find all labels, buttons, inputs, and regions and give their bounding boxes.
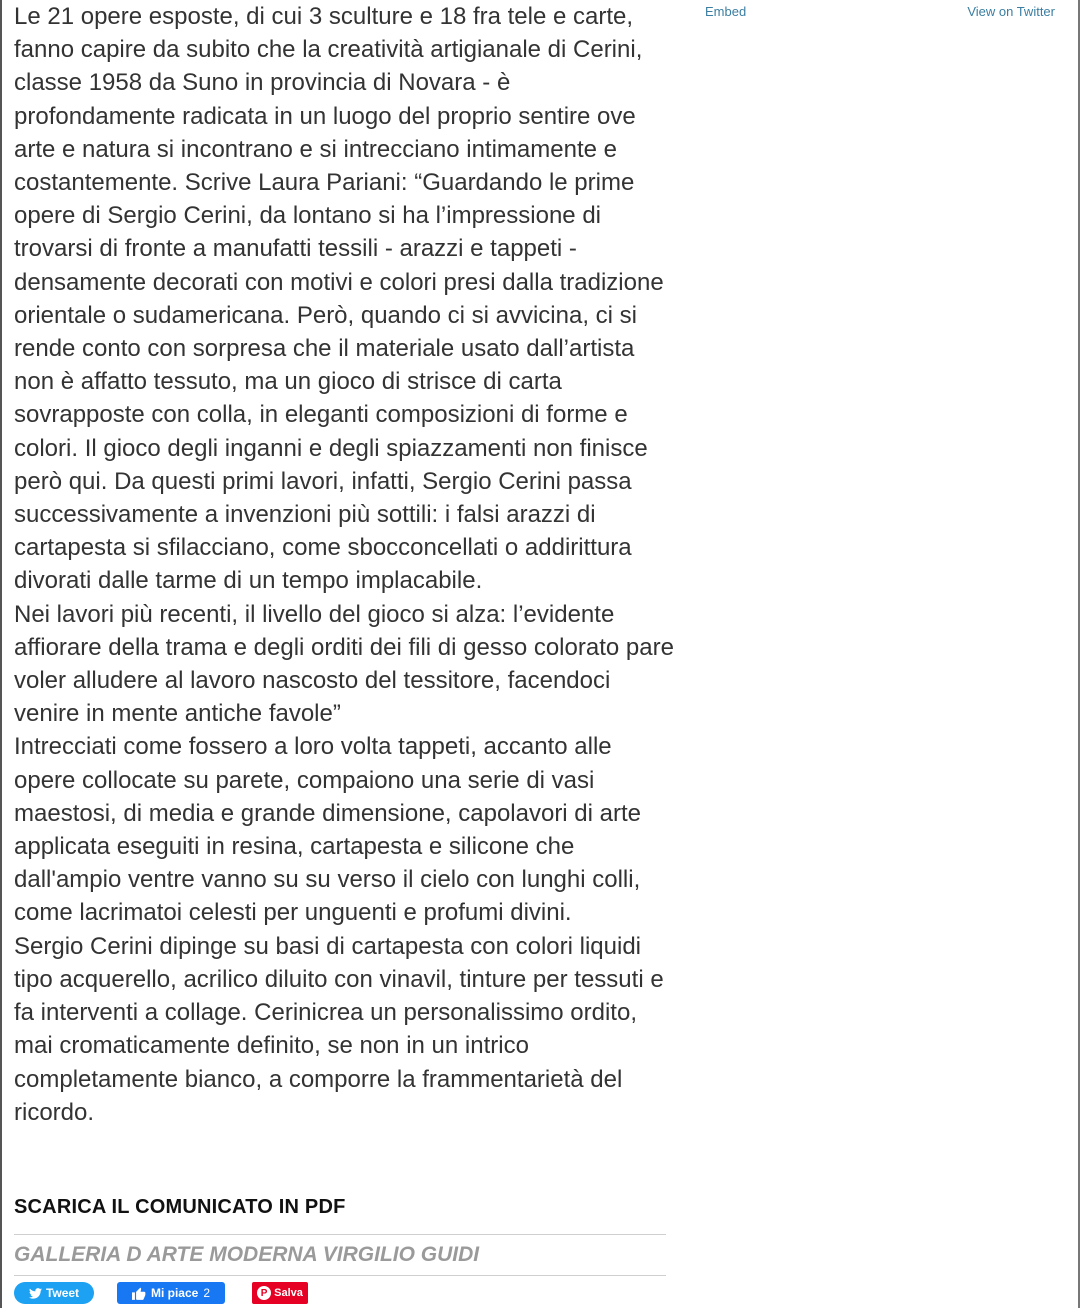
tweet-button[interactable] bbox=[14, 1282, 94, 1304]
article-paragraph: Sergio Cerini dipinge su basi di cartapesta con colori liquidi tipo acquerello, acrilico diluito con vinavil, tinture per tessuti e fa interventi a collage. Cerinicrea un personalissimo ordito, mai cromaticamente definito, se non in un intrico completamente bianco, a comporre la frammentarietà del ricordo. bbox=[14, 932, 664, 1126]
tweet-label: Tweet bbox=[45, 1286, 80, 1300]
article-paragraph: Le 21 opere esposte, di cui 3 sculture e 18 fra tele e carte, fanno capire da subito che la creatività artigianale di Cerini, classe 1958 da Suno in provincia di Novara - è profondamente radicata in un luogo del proprio sentire ove arte e natura si incontrano e si intrecciano intimamente e costantemente. Scrive Laura Pariani: “Guardando le prime opere di Sergio Cerini, da lontano si ha l’impressione di trovarsi di fronte a manufatti tessili - arazzi e tappeti - densamente decorati con motivi e colori presi dalla tradizione orientale o sudamericana. Però, quando ci si avvicina, ci si rende conto con sorpresa che il materiale usato dall’artista non è affatto tessuto, ma un gioco di strisce di carta sovrapposte con colla, in eleganti composizioni di forme e colori. Il gioco degli inganni e degli spiazzamenti non finisce però qui. Da questi primi lavori, infatti, Sergio Cerini passa successivamente a invenzioni più sottili: i falsi arazzi di cartapesta si sfilacciano, come sbocconcellati o addirittura divorati dalle tarme di un tempo implacabile. bbox=[14, 3, 664, 595]
like-label: Mi piace bbox=[150, 1286, 199, 1300]
view-on-twitter-link[interactable]: View on Twitter bbox=[967, 4, 1055, 19]
embed-link[interactable]: Embed bbox=[705, 4, 747, 19]
twitter-embed-footer bbox=[705, 4, 1055, 24]
download-pdf-heading[interactable]: SCARICA IL COMUNICATO IN PDF bbox=[14, 1196, 346, 1218]
article-body bbox=[14, 0, 674, 1129]
article-paragraph: Nei lavori più recenti, il livello del gioco si alza: l’evidente affiorare della trama e degli orditi dei fili di gesso colorato pare voler alludere al lavoro nascosto del tessitore, facendoci venire in mente antiche favole” bbox=[14, 600, 674, 728]
gallery-name-box bbox=[14, 1234, 666, 1276]
pinterest-icon: P bbox=[257, 1286, 271, 1300]
save-label: Salva bbox=[274, 1287, 303, 1299]
gallery-name[interactable]: GALLERIA D ARTE MODERNA VIRGILIO GUIDI bbox=[14, 1243, 480, 1266]
share-bar bbox=[14, 1282, 674, 1306]
twitter-bird-icon bbox=[29, 1288, 42, 1299]
like-count: 2 bbox=[203, 1286, 211, 1300]
pinterest-save-button[interactable] bbox=[252, 1282, 308, 1304]
thumbs-up-icon bbox=[132, 1287, 146, 1300]
facebook-like-button[interactable] bbox=[117, 1282, 225, 1304]
article-paragraph: Intrecciati come fossero a loro volta tappeti, accanto alle opere collocate su parete, compaiono una serie di vasi maestosi, di media e grande dimensione, capolavori di arte applicata eseguiti in resina, cartapesta e silicone che dall'ampio ventre vanno su su verso il cielo con lunghi colli, come lacrimatoi celesti per unguenti e profumi divini. bbox=[14, 733, 642, 927]
